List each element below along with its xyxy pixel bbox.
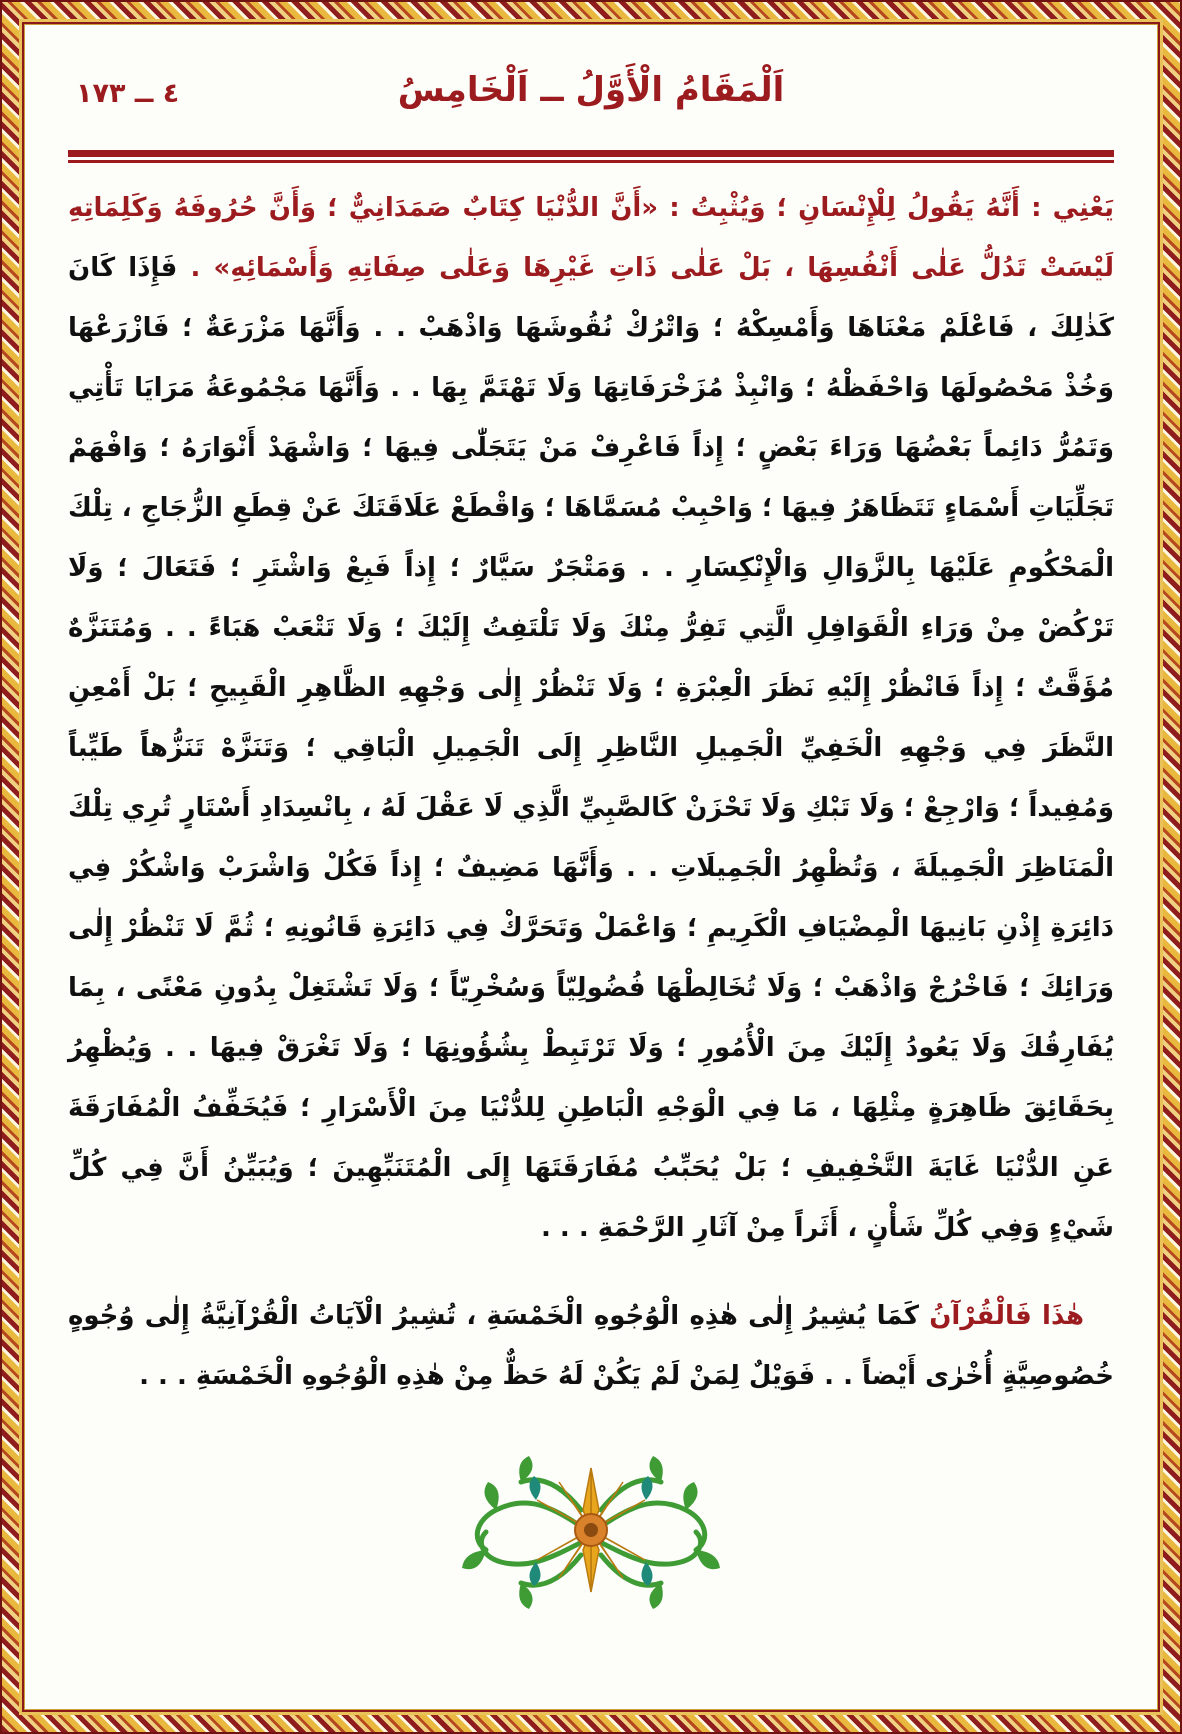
body-text — [68, 178, 1114, 1406]
page-inner — [22, 22, 1160, 1712]
floral-ornament-icon — [441, 1450, 741, 1610]
footer-ornament — [68, 1450, 1114, 1614]
header-rule-thin-line — [68, 160, 1114, 163]
header-rule-thick-line — [68, 150, 1114, 157]
paragraph-1-red-lead: يَعْنِي : أَنَّهُ يَقُولُ لِلْإِنْسَانِ ؛ وَيُثْبِتُ : «أَنَّ الدُّنْيَا كِتَابٌ صَمَدَانِيٌّ ؛ وَأَنَّ حُرُوفَهُ وَكَلِمَاتِهِ لَيْسَتْ تَدُلُّ عَلٰى أَنْفُسِهَا ، بَلْ عَلٰى ذَاتِ غَيْرِهَا وَعَلٰى صِفَاتِهِ وَأَسْمَائِهِ» . — [68, 193, 1114, 283]
paragraph-1-body: فَإِذَا كَانَ كَذٰلِكَ ، فَاعْلَمْ مَعْنَاهَا وَأَمْسِكْهُ ؛ وَاتْرُكْ نُقُوشَهَا وَاذْهَبْ . . وَأَنَّهَا مَزْرَعَةٌ ؛ فَازْرَعْهَا وَخُذْ مَحْصُولَهَا وَاحْفَظْهُ ؛ وَانْبِذْ مُزَخْرَفَاتِهَا وَلَا تَهْتَمَّ بِهَا . . وَأَنَّهَا مَجْمُوعَةُ مَرَايَا تَأْتِي وَتَمُرُّ دَائِماً بَعْضُهَا وَرَاءَ بَعْضٍ ؛ إِذاً فَاعْرِفْ مَنْ يَتَجَلّٰى فِيهَا ؛ وَاشْهَدْ أَنْوَارَهُ ؛ وَافْهَمْ تَجَلِّيَاتِ أَسْمَاءٍ تَتَظَاهَرُ فِيهَا ؛ وَاحْبِبْ مُسَمَّاهَا ؛ وَاقْطَعْ عَلَاقَتَكَ عَنْ قِطَعِ الزُّجَاجِ ، تِلْكَ الْمَحْكُومِ عَلَيْهَا بِالزَّوَالِ وَالْإِنْكِسَارِ . . وَمَتْجَرٌ سَيَّارٌ ؛ إِذاً فَبِعْ وَاشْتَرِ ؛ فَتَعَالَ ؛ وَلَا تَرْكُضْ مِنْ وَرَاءِ الْقَوَافِلِ الَّتِي تَفِرُّ مِنْكَ وَلَا تَلْتَفِتُ إِلَيْكَ ؛ وَلَا تَتْعَبْ هَبَاءً . . وَمُتَنَزَّهٌ مُؤَقَّتٌ ؛ إِذاً فَانْظُرْ إِلَيْهِ نَظَرَ الْعِبْرَةِ ؛ وَلَا تَنْظُرْ إِلٰى وَجْهِهِ الظَّاهِرِ الْقَبِيحِ ؛ بَلْ أَمْعِنِ النَّظَرَ فِي وَجْهِهِ الْخَفِيِّ الْجَمِيلِ النَّاظِرِ إِلَى الْجَمِيلِ الْبَاقِي ؛ وَتَنَزَّهْ تَنَزُّهاً طَيِّباً وَمُفِيداً ؛ وَارْجِعْ ؛ وَلَا تَبْكِ وَلَا تَحْزَنْ كَالصَّبِيِّ الَّذِي لَا عَقْلَ لَهُ ، بِانْسِدَادِ أَسْتَارٍ تُرِي تِلْكَ الْمَنَاظِرَ الْجَمِيلَةَ ، وَتُظْهِرُ الْجَمِيلَاتِ . . وَأَنَّهَا مَضِيفٌ ؛ إِذاً فَكُلْ وَاشْرَبْ وَاشْكُرْ فِي دَائِرَةِ إِذْنِ بَانِيهَا الْمِضْيَافِ الْكَرِيمِ ؛ وَاعْمَلْ وَتَحَرَّكْ فِي دَائِرَةِ قَانُونِهِ ؛ ثُمَّ لَا تَنْظُرْ إِلٰى وَرَائِكَ ؛ فَاخْرُجْ وَاذْهَبْ ؛ وَلَا تُخَالِطْهَا فُضُولِيّاً وَسُخْرِيّاً ؛ وَلَا تَشْتَغِلْ بِدُونِ مَعْنًى ، بِمَا يُفَارِقُكَ وَلَا يَعُودُ إِلَيْكَ مِنَ الْأُمُورِ ؛ وَلَا تَرْتَبِطْ بِشُؤُونِهَا ؛ وَلَا تَغْرَقْ فِيهَا . . وَيُظْهِرُ بِحَقَائِقَ ظَاهِرَةٍ مِثْلِهَا ، مَا فِي الْوَجْهِ الْبَاطِنِ لِلدُّنْيَا مِنَ الْأَسْرَارِ ؛ فَيُخَفِّفُ الْمُفَارَقَةَ عَنِ الدُّنْيَا غَايَةَ التَّخْفِيفِ ؛ بَلْ يُحَبِّبُ مُفَارَقَتَهَا إِلَى الْمُتَنَبِّهِينَ ؛ وَيُبَيِّنُ أَنَّ فِي كُلِّ شَيْءٍ وَفِي كُلِّ شَأْنٍ ، أَثَراً مِنْ آثَارِ الرَّحْمَةِ . . . — [68, 253, 1114, 1243]
page-title: اَلْمَقَامُ الْأَوَّلُ ــ اَلْخَامِسُ — [397, 70, 785, 110]
header-rule — [68, 150, 1114, 164]
paragraph-2-red-lead: هٰذَا فَالْقُرْآنُ — [929, 1301, 1084, 1331]
page-header — [68, 52, 1114, 148]
page-number: ٤ ــ ١٧٣ — [76, 78, 180, 109]
paragraph-1 — [68, 178, 1114, 1258]
paragraph-2 — [68, 1286, 1114, 1406]
paragraph-2-body: كَمَا يُشِيرُ إِلٰى هٰذِهِ الْوُجُوهِ الْخَمْسَةِ ، تُشِيرُ الْآيَاتُ الْقُرْآنِيَّةُ إِلٰى وُجُوهٍ خُصُوصِيَّةٍ أُخْرٰى أَيْضاً . . فَوَيْلٌ لِمَنْ لَمْ يَكُنْ لَهُ حَظٌّ مِنْ هٰذِهِ الْوُجُوهِ الْخَمْسَةِ . . . — [68, 1301, 1114, 1391]
